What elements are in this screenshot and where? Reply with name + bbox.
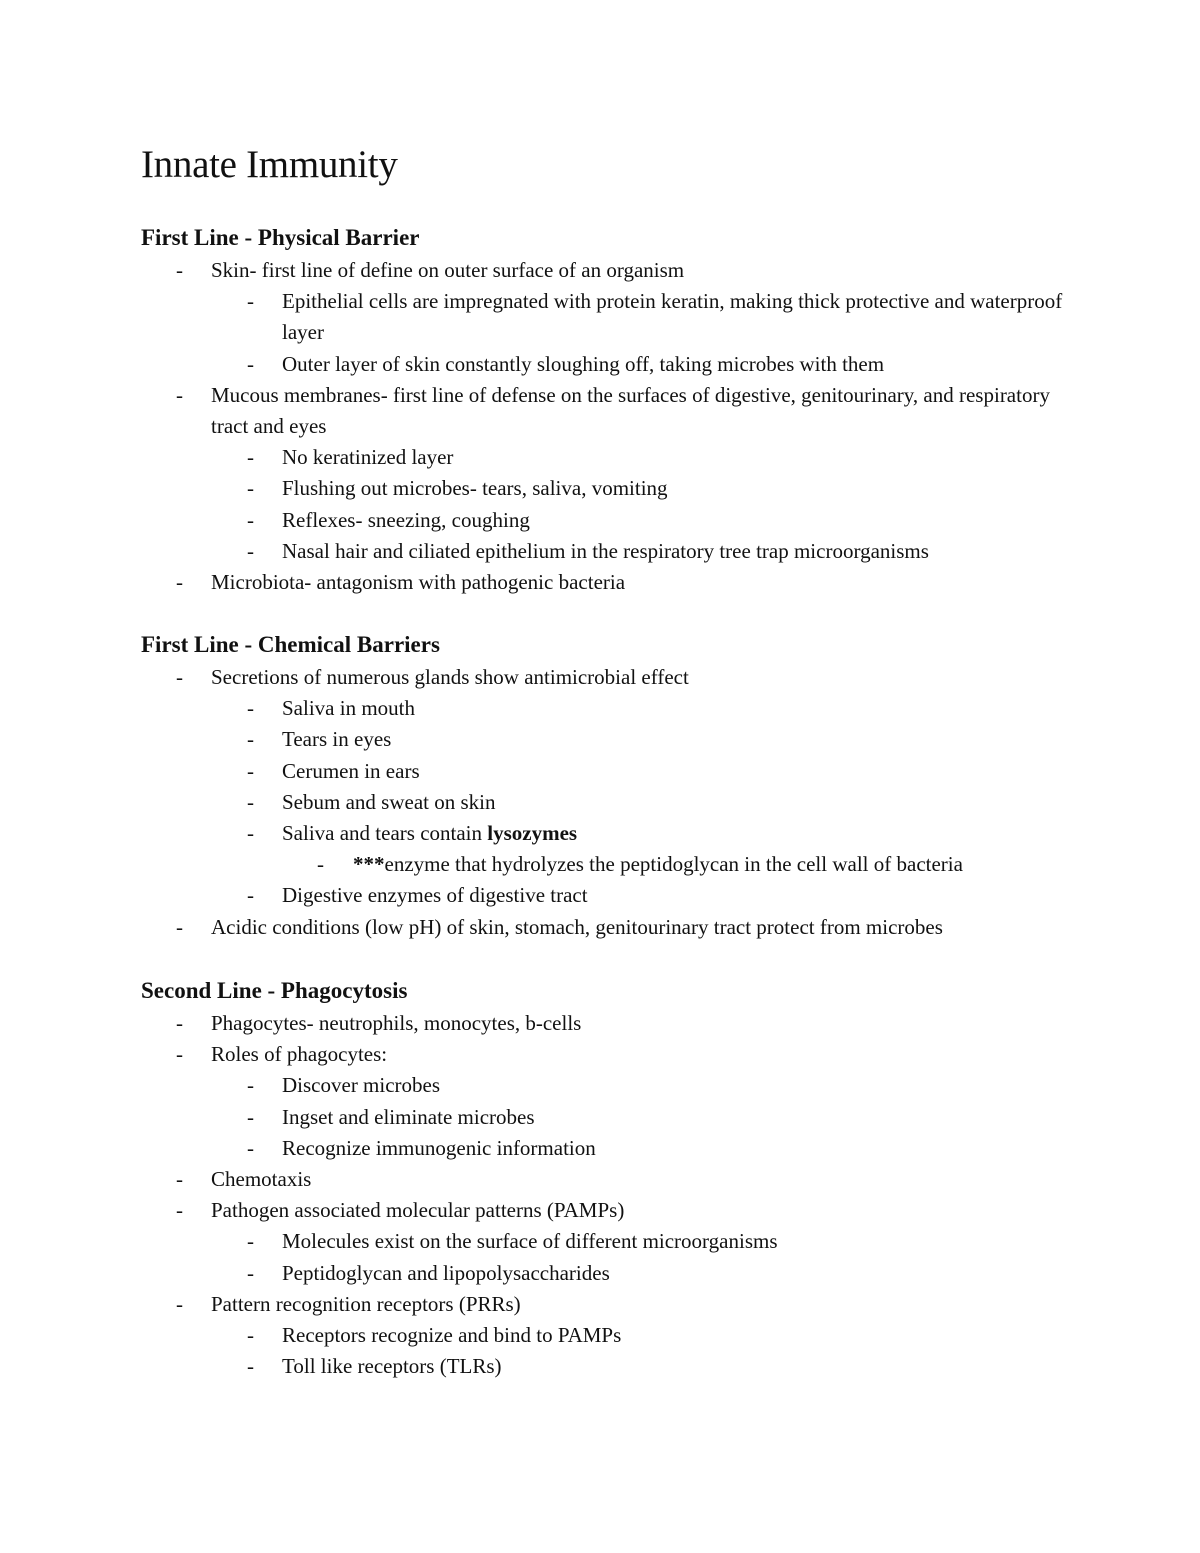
dash-marker: - bbox=[247, 1260, 254, 1285]
item-text: Receptors recognize and bind to PAMPs bbox=[282, 1323, 622, 1348]
list-item bbox=[141, 1102, 1081, 1133]
dash-marker: - bbox=[247, 1104, 254, 1129]
item-text: Ingset and eliminate microbes bbox=[282, 1104, 535, 1129]
dash-marker: - bbox=[247, 821, 254, 846]
dash-marker: - bbox=[247, 507, 254, 532]
section-physical-barrier bbox=[141, 221, 1081, 598]
dash-marker: - bbox=[176, 665, 183, 689]
bullet-list bbox=[141, 1008, 1081, 1382]
bullet-list bbox=[141, 662, 1081, 943]
item-text: Saliva in mouth bbox=[282, 696, 415, 721]
dash-marker: - bbox=[176, 1198, 183, 1223]
list-item bbox=[141, 473, 1081, 504]
dash-marker: - bbox=[176, 258, 183, 282]
section-heading: Second Line - Phagocytosis bbox=[141, 978, 408, 1003]
item-text: enzyme that hydrolyzes the peptidoglycan in the cell wall of bacteria bbox=[384, 852, 963, 877]
list-item bbox=[141, 442, 1081, 473]
list-item bbox=[141, 1164, 1081, 1195]
list-item bbox=[141, 693, 1081, 724]
list-item bbox=[141, 1351, 1081, 1382]
list-item bbox=[141, 1008, 1081, 1039]
list-item bbox=[141, 567, 1081, 598]
list-item bbox=[141, 1195, 1081, 1226]
emphasis-marker: *** bbox=[353, 852, 385, 877]
dash-marker: - bbox=[247, 476, 254, 501]
item-text: Flushing out microbes- tears, saliva, vomiting bbox=[282, 476, 668, 501]
list-item bbox=[141, 380, 1081, 442]
item-text: Acidic conditions (low pH) of skin, stomach, genitourinary tract protect from microbes bbox=[211, 914, 943, 939]
section-heading: First Line - Physical Barrier bbox=[141, 225, 420, 250]
list-item bbox=[141, 1039, 1081, 1070]
dash-marker: - bbox=[247, 883, 254, 908]
list-item bbox=[141, 255, 1081, 286]
item-text: Microbiota- antagonism with pathogenic bacteria bbox=[211, 570, 626, 595]
item-text: Pattern recognition receptors (PRRs) bbox=[211, 1291, 521, 1316]
section-chemical-barriers bbox=[141, 628, 1081, 943]
list-item bbox=[141, 724, 1081, 755]
item-text: Peptidoglycan and lipopolysaccharides bbox=[282, 1260, 610, 1285]
dash-marker: - bbox=[247, 289, 254, 314]
item-text: Pathogen associated molecular patterns (PAMPs) bbox=[211, 1198, 625, 1223]
item-text: Outer layer of skin constantly sloughing off, taking microbes with them bbox=[282, 351, 885, 376]
dash-marker: - bbox=[247, 696, 254, 721]
bold-term: lysozymes bbox=[487, 821, 578, 846]
list-item bbox=[141, 1320, 1081, 1351]
list-item bbox=[141, 787, 1081, 818]
section-heading: First Line - Chemical Barriers bbox=[141, 632, 440, 657]
item-text: Digestive enzymes of digestive tract bbox=[282, 883, 588, 908]
list-item bbox=[141, 505, 1081, 536]
dash-marker: - bbox=[176, 570, 183, 595]
item-text: Discover microbes bbox=[282, 1073, 441, 1098]
dash-marker: - bbox=[247, 1323, 254, 1348]
dash-marker: - bbox=[247, 727, 254, 752]
list-item bbox=[141, 1070, 1081, 1101]
dash-marker: - bbox=[176, 1011, 183, 1035]
list-item bbox=[141, 1289, 1081, 1320]
item-text: Recognize immunogenic information bbox=[282, 1135, 596, 1160]
item-text: Chemotaxis bbox=[211, 1167, 312, 1192]
item-text: Sebum and sweat on skin bbox=[282, 789, 496, 814]
item-text: Epithelial cells are impregnated with protein keratin, making thick protective and waterproof layer bbox=[282, 289, 1063, 345]
item-text: Cerumen in ears bbox=[282, 758, 420, 783]
list-item bbox=[141, 849, 1081, 880]
list-item bbox=[141, 1133, 1081, 1164]
dash-marker: - bbox=[247, 1073, 254, 1098]
item-text: Roles of phagocytes: bbox=[211, 1042, 388, 1067]
dash-marker: - bbox=[247, 538, 254, 563]
item-text: Molecules exist on the surface of different microorganisms bbox=[282, 1229, 778, 1254]
list-item bbox=[141, 1258, 1081, 1289]
list-item bbox=[141, 880, 1081, 911]
dash-marker: - bbox=[247, 758, 254, 783]
dash-marker: - bbox=[247, 1229, 254, 1254]
dash-marker: - bbox=[247, 445, 254, 470]
list-item bbox=[141, 349, 1081, 380]
item-text: Reflexes- sneezing, coughing bbox=[282, 507, 530, 532]
item-text: Toll like receptors (TLRs) bbox=[282, 1354, 502, 1379]
list-item bbox=[141, 756, 1081, 787]
item-text: Nasal hair and ciliated epithelium in the respiratory tree trap microorganisms bbox=[282, 538, 929, 563]
dash-marker: - bbox=[176, 382, 183, 407]
dash-marker: - bbox=[247, 351, 254, 376]
dash-marker: - bbox=[247, 1135, 254, 1160]
dash-marker: - bbox=[247, 789, 254, 814]
list-item bbox=[141, 662, 1081, 693]
item-text: No keratinized layer bbox=[282, 445, 454, 470]
dash-marker: - bbox=[176, 1167, 183, 1192]
item-text: Mucous membranes- first line of defense on the surfaces of digestive, genitourinary, and respiratory tract and eyes bbox=[211, 382, 1050, 439]
list-item bbox=[141, 1226, 1081, 1257]
bullet-list bbox=[141, 255, 1081, 598]
item-text: Skin- first line of define on outer surface of an organism bbox=[211, 258, 685, 282]
dash-marker: - bbox=[247, 1354, 254, 1379]
dash-marker: - bbox=[176, 1042, 183, 1067]
list-item bbox=[141, 286, 1081, 348]
item-text: Tears in eyes bbox=[282, 727, 392, 752]
section-phagocytosis bbox=[141, 974, 1081, 1382]
list-item bbox=[141, 536, 1081, 567]
list-item bbox=[141, 912, 1081, 943]
dash-marker: - bbox=[176, 1291, 183, 1316]
document-title: Innate Immunity bbox=[141, 143, 398, 186]
dash-marker: - bbox=[176, 914, 183, 939]
item-text: Secretions of numerous glands show antimicrobial effect bbox=[211, 665, 689, 689]
list-item bbox=[141, 818, 1081, 849]
item-text: Saliva and tears contain bbox=[282, 821, 488, 846]
item-text: Phagocytes- neutrophils, monocytes, b-cells bbox=[211, 1011, 582, 1035]
dash-marker: - bbox=[317, 852, 324, 877]
